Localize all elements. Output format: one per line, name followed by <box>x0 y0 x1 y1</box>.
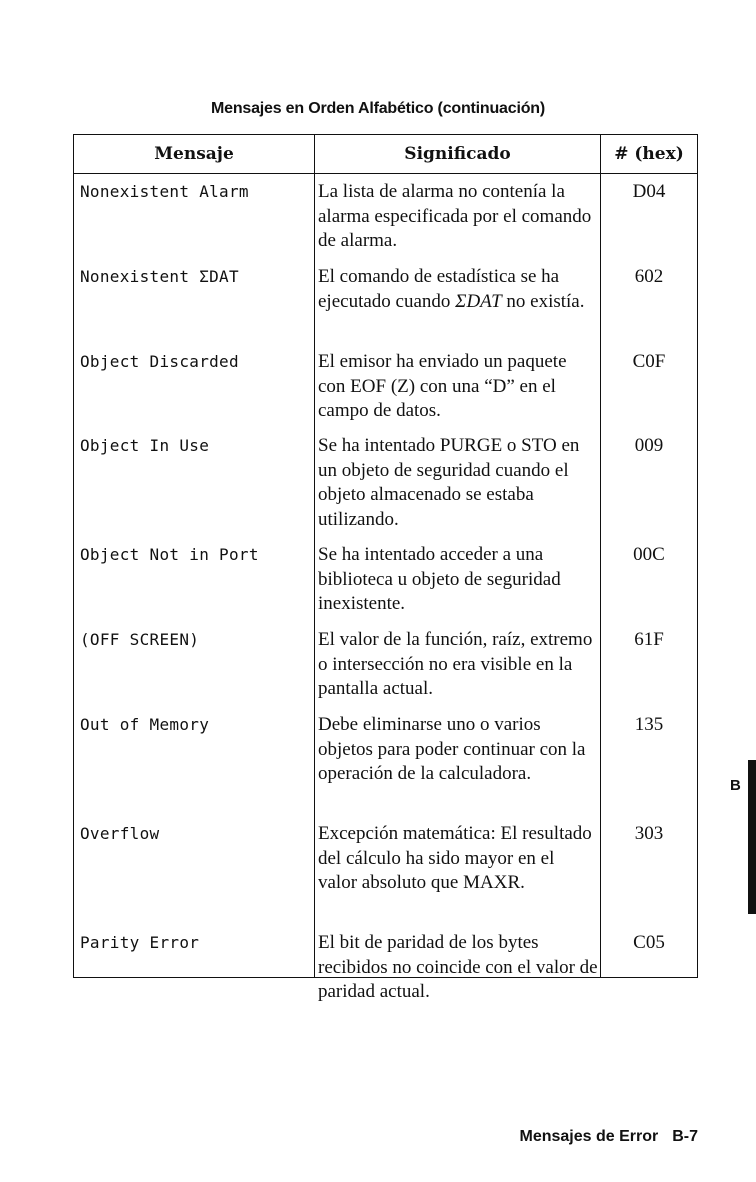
error-meaning: La lista de alarma no contenía la alarma especificada por el comando de alarma. <box>318 181 592 251</box>
error-message: Parity Error <box>80 933 200 952</box>
page-title: Mensajes en Orden Alfabético (continuación) <box>211 100 545 117</box>
error-message: (OFF SCREEN) <box>80 630 200 649</box>
error-hex-code: C0F <box>632 351 666 372</box>
error-message: Object Not in Port <box>80 545 259 564</box>
error-meaning: El emisor ha enviado un paquete con EOF (Z) con una “D” en el campo de datos. <box>318 351 567 421</box>
error-hex-code: 009 <box>634 435 664 456</box>
error-hex-code: 135 <box>634 714 664 735</box>
error-hex-code: 00C <box>633 544 665 565</box>
error-hex-code: D04 <box>632 181 666 202</box>
meaning-math: ΣDAT <box>455 290 502 312</box>
error-hex-code: 61F <box>634 629 664 650</box>
table-header <box>74 135 697 174</box>
error-meaning: El bit de paridad de los bytes recibidos no coincide con el valor de paridad actual. <box>318 932 598 1002</box>
meaning-text: no existía. <box>501 290 585 312</box>
error-message: Overflow <box>80 824 160 843</box>
error-meaning: Se ha intentado acceder a una biblioteca u objeto de seguridad inexistente. <box>318 544 561 614</box>
error-message: Object In Use <box>80 436 210 455</box>
appendix-tab-bar <box>748 760 756 914</box>
error-messages-table <box>73 134 698 1002</box>
page-footer <box>519 1128 698 1146</box>
error-message: Nonexistent ΣDAT <box>80 267 239 286</box>
error-hex-code: 602 <box>634 266 664 287</box>
error-message: Out of Memory <box>80 715 210 734</box>
error-message: Nonexistent Alarm <box>80 182 249 201</box>
error-hex-code: 303 <box>634 823 664 844</box>
appendix-tab-letter: B <box>730 777 741 794</box>
meaning-text: El comando de estadística se ha ejecutado cuando <box>318 266 560 312</box>
page-number: B-7 <box>672 1128 698 1145</box>
error-meaning: Debe eliminarse uno o varios objetos para poder continuar con la operación de la calculadora. <box>318 714 586 784</box>
error-hex-code: C05 <box>633 932 665 953</box>
header-meaning: Significado <box>404 144 511 164</box>
error-message: Object Discarded <box>80 352 239 371</box>
error-meaning: Excepción matemática: El resultado del cálculo ha sido mayor en el valor absoluto que MAXR. <box>318 823 592 893</box>
error-meaning: Se ha intentado PURGE o STO en un objeto de seguridad cuando el objeto almacenado se estaba utilizando. <box>318 435 580 530</box>
column-divider <box>314 135 315 977</box>
error-meaning: El valor de la función, raíz, extremo o intersección no era visible en la pantalla actual. <box>318 629 593 699</box>
error-meaning <box>318 265 598 314</box>
footer-section-title: Mensajes de Error <box>519 1128 659 1145</box>
header-message: Mensaje <box>154 144 234 164</box>
header-hex: # (hex) <box>614 144 684 164</box>
